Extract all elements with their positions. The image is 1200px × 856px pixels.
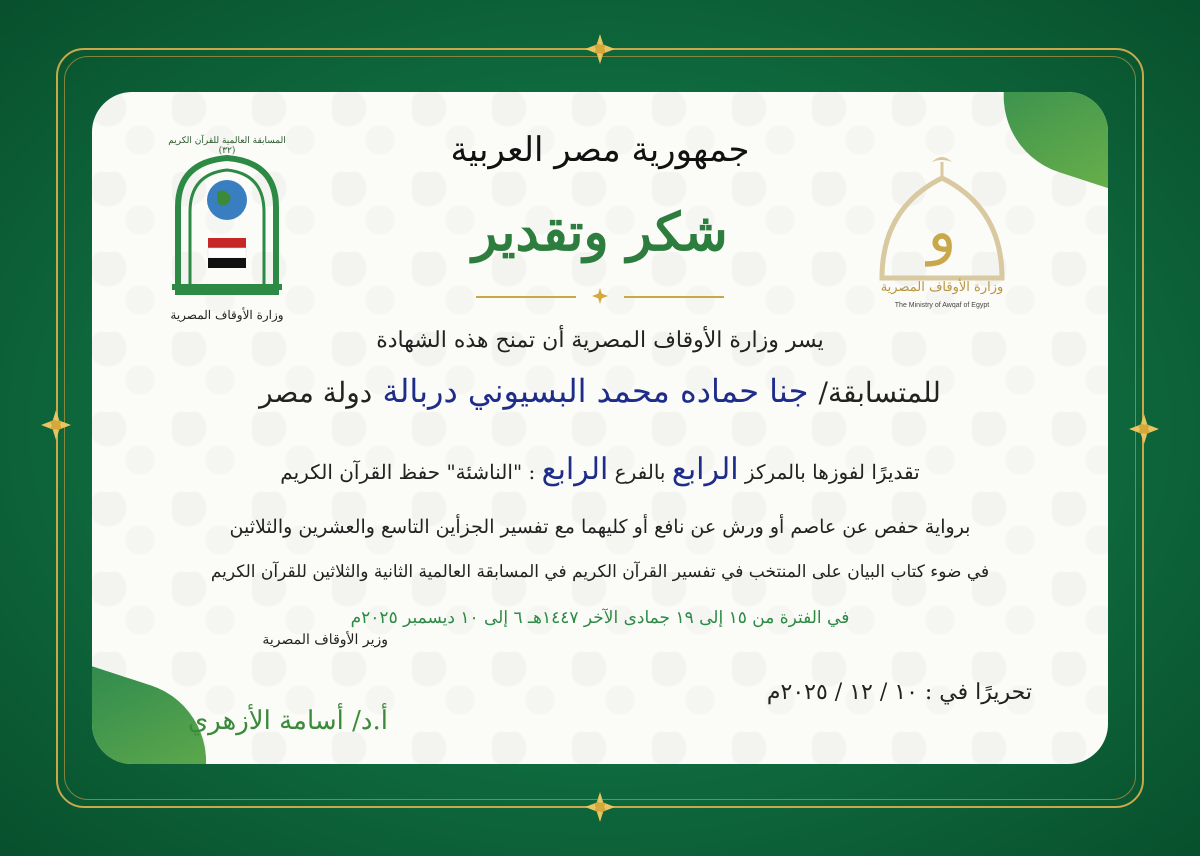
branch-value: الرابع	[541, 452, 609, 487]
certificate-paper	[92, 92, 1108, 764]
rank-line	[92, 452, 1108, 487]
right-logo-caption: وزارة الأوقاف المصرية	[880, 280, 1004, 295]
minister-title: وزير الأوقاف المصرية	[262, 632, 388, 648]
title-divider	[476, 292, 724, 302]
branch-prefix: بالفرع	[614, 460, 666, 484]
republic-heading: جمهورية مصر العربية	[450, 130, 750, 170]
branch-name: : "الناشئة" حفظ القرآن الكريم	[280, 460, 536, 484]
contestant-label: للمتسابقة/	[818, 376, 941, 409]
left-logo-arc-text: المسابقة العالمية للقرآن الكريم (٣٢)	[168, 136, 286, 156]
contestant-line	[92, 372, 1108, 410]
divider-star-icon	[592, 288, 608, 304]
left-logo-caption: وزارة الأوقاف المصرية	[170, 308, 284, 322]
narration-text: برواية حفص عن عاصم أو ورش عن نافع أو كليهما مع تفسير الجزأين التاسع والعشرين والثلاثين	[229, 516, 971, 538]
right-logo-caption-en: The Ministry of Awqaf of Egypt	[894, 302, 990, 309]
contestant-name: جنا حماده محمد البسيوني دربالة	[382, 372, 809, 410]
issue-date: تحريرًا في : ١٠ / ١٢ / ٢٠٢٥م	[766, 680, 1032, 705]
context-text: في ضوء كتاب البيان على المنتخب في تفسير القرآن الكريم في المسابقة العالمية الثانية والثلاثين للقرآن الكريم	[210, 562, 990, 582]
certificate-title: شكر وتقدير	[472, 202, 728, 263]
intro-text: يسر وزارة الأوقاف المصرية أن تمنح هذه الشهادة	[376, 328, 824, 353]
rank-value: الرابع	[671, 452, 739, 487]
ministry-letter: و	[927, 197, 957, 267]
rank-prefix: تقديرًا لفوزها بالمركز	[744, 460, 920, 484]
minister-signature: أ.د/ أسامة الأزهري	[187, 706, 388, 736]
contestant-country: دولة مصر	[259, 376, 373, 409]
period-text: في الفترة من ١٥ إلى ١٩ جمادى الآخر ١٤٤٧هـ ٦ إلى ١٠ ديسمبر ٢٠٢٥م	[350, 608, 850, 628]
